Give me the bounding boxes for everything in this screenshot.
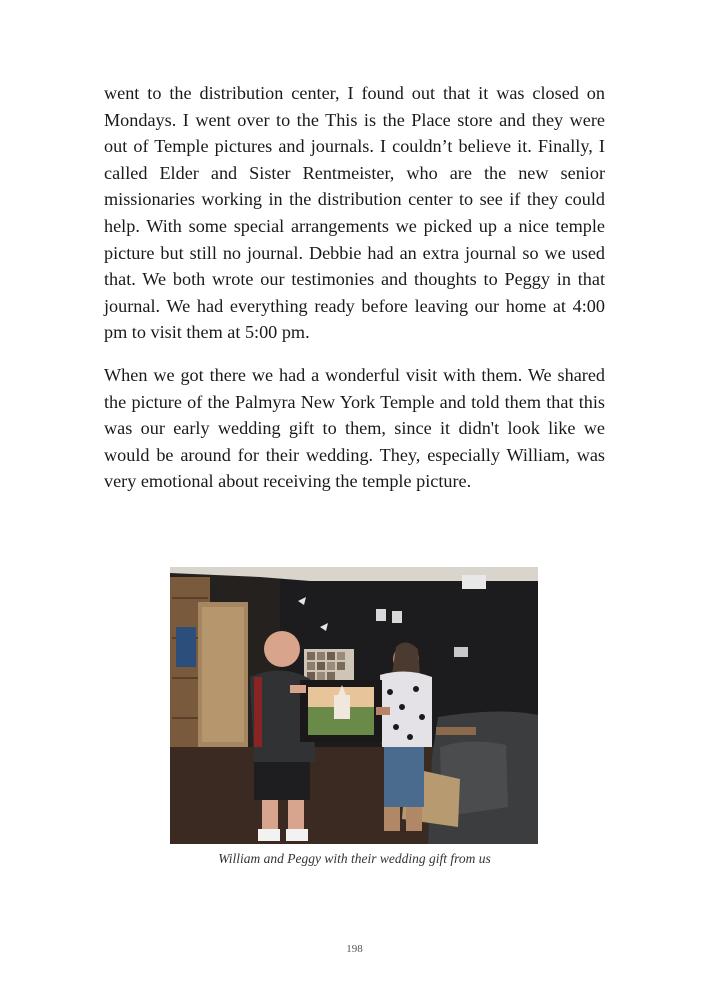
photo-caption: William and Peggy with their wedding gift from us xyxy=(218,851,491,866)
paragraph-2: When we got there we had a wonderful visit with them. We shared the picture of the Palmyra New York Temple and told them that this was our early wedding gift to them, since it didn't look like we would be around for their wedding. They, especially William, was very emotional about receiving the temple picture. xyxy=(104,364,605,492)
paragraph-1: went to the distribution center, I found out that it was closed on Mondays. I went over to the This is the Place store and they were out of Temple pictures and journals. I couldn’t believe it. Finally, I called Elder and Sister Rentmeister, who are the new senior missionaries working in the distribution center to see if they could help. With some special arrangements we picked up a nice temple picture but still no journal. Debbie had an extra journal so we used that. We both wrote our testimonies and thoughts to Peggy in that journal. We had everything ready before leaving our home at 4:00 pm to visit them at 5:00 pm. xyxy=(104,83,605,343)
photo-william-and-peggy xyxy=(170,567,538,844)
body-text xyxy=(104,80,605,495)
page-number: 198 xyxy=(346,943,363,955)
